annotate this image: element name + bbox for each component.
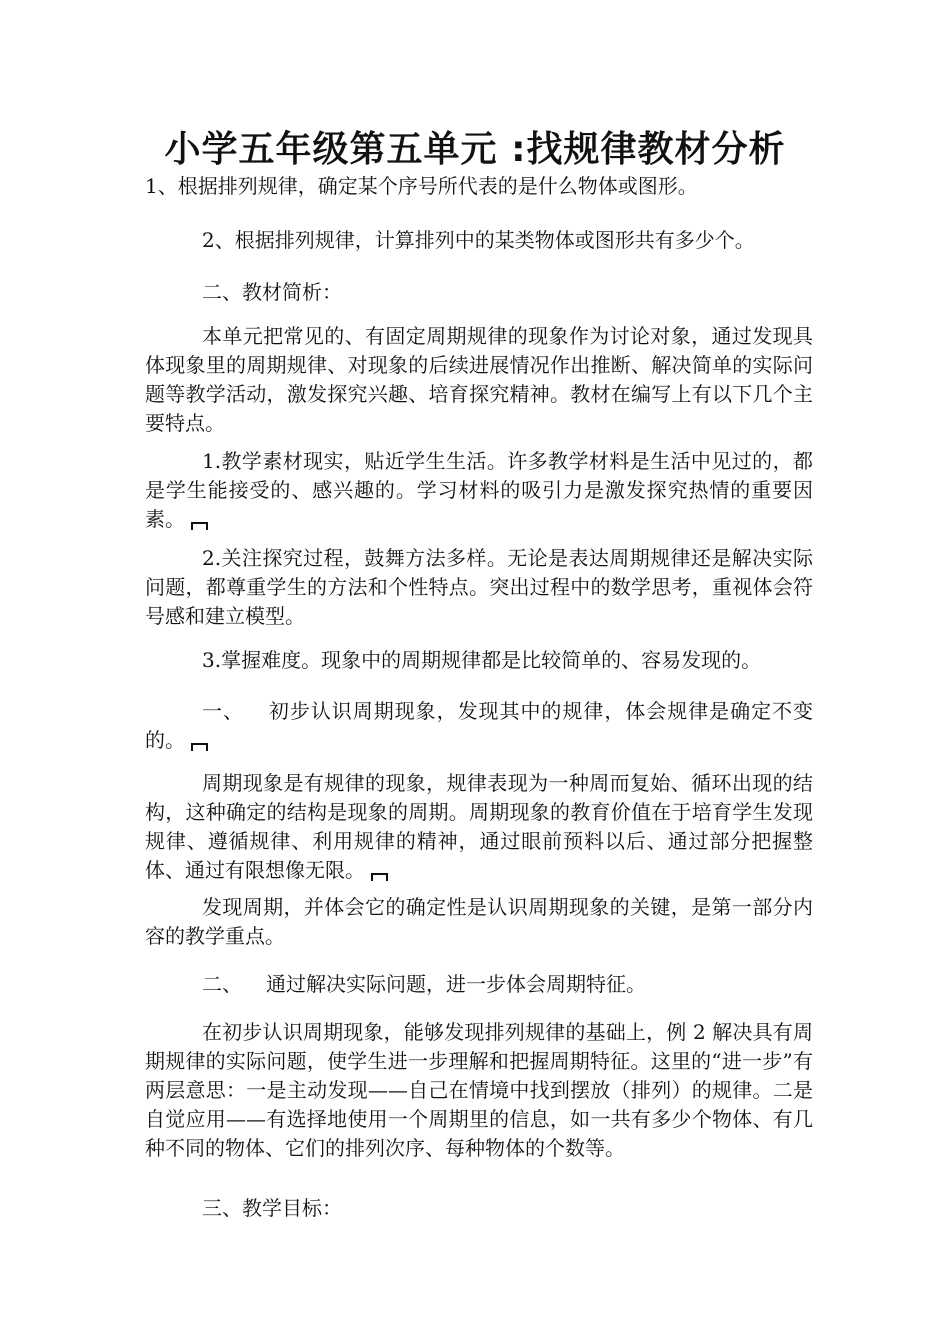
paragraph-periodic-phenomena [145, 769, 813, 885]
paragraph-goal-1: 1、根据排列规律，确定某个序号所代表的是什么物体或图形。 [145, 174, 698, 198]
paragraph-periodic-phenomena-text: 周期现象是有规律的现象，规律表现为一种周而复始、循环出现的结构，这种确定的结构是现象的周期。周期现象的教育价值在于培育学生发现规律、遵循规律、利用规律的精神，通过眼前预料以后、通过部分把握整体、通过有限想像无限。 [145, 771, 813, 882]
section-2-number: 二、 [202, 972, 242, 996]
heading-textbook-analysis: 二、教材简析： [202, 280, 342, 304]
paragraph-feature-1-text: 1.教学素材现实，贴近学生生活。许多教学材料是生活中见过的，都是学生能接受的、感兴趣的。学习材料的吸引力是激发探究热情的重要因素。 [145, 449, 813, 531]
section-2-text: 通过解决实际问题，进一步体会周期特征。 [266, 972, 646, 996]
section-1-number: 一、 [202, 699, 244, 723]
section-heading-2 [145, 970, 813, 999]
paragraph-unit-overview: 本单元把常见的、有固定周期规律的现象作为讨论对象，通过发现具体现象里的周期规律、对现象的后续进展情况作出推断、解决简单的实际问题等教学活动，激发探究兴趣、培育探究精神。教材在编写上有以下几个主要特点。 [145, 324, 813, 435]
paragraph-example-2: 在初步认识周期现象，能够发现排列规律的基础上，例 2 解决具有周期规律的实际问题，使学生进一步理解和把握周期特征。这里的“进一步”有两层意思：一是主动发现——自己在情境中找到摆放（排列）的规律。二是自觉应用——有选择地使用一个周期里的信息，如一共有多少个物体、有几种不同的物体、它们的排列次序、每种物体的个数等。 [145, 1020, 813, 1160]
paragraph-goal-2: 2、根据排列规律，计算排列中的某类物体或图形共有多少个。 [202, 228, 755, 252]
bracket-mark-icon [191, 522, 208, 530]
paragraph-teaching-focus: 发现周期，并体会它的确定性是认识周期现象的关键，是第一部分内容的教学重点。 [145, 895, 813, 948]
bracket-mark-icon [371, 873, 388, 881]
bracket-mark-icon [191, 743, 208, 751]
section-1-text: 初步认识周期现象，发现其中的规律，体会规律是确定不变的。 [145, 699, 814, 752]
paragraph-feature-1 [145, 447, 813, 534]
section-heading-1 [145, 697, 813, 755]
heading-teaching-objectives: 三、教学目标： [202, 1196, 342, 1220]
document-title: 小学五年级第五单元 :找规律教材分析 [164, 129, 786, 170]
paragraph-feature-3: 3.掌握难度。现象中的周期规律都是比较简单的、容易发现的。 [202, 648, 762, 672]
paragraph-feature-2: 2.关注探究过程，鼓舞方法多样。无论是表达周期规律还是解决实际问题，都尊重学生的方法和个性特点。突出过程中的数学思考，重视体会符号感和建立模型。 [145, 546, 813, 628]
